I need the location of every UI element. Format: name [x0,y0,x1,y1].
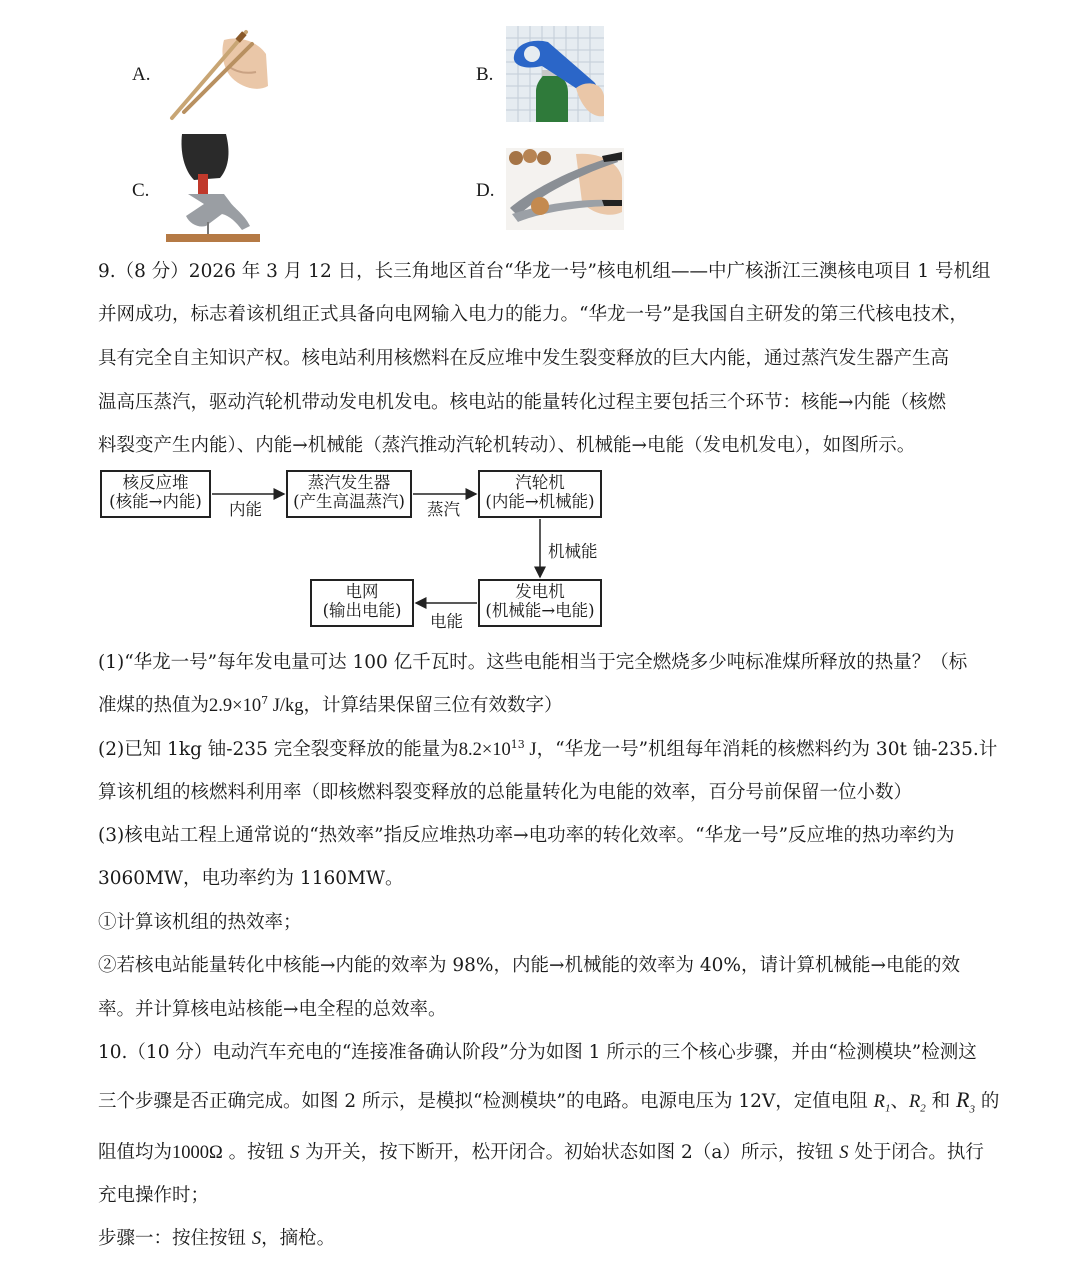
q9-line-5: 料裂变产生内能）、内能→机械能（蒸汽推动汽轮机转动）、机械能→电能（发电机发电），如图所示。 [98,435,916,456]
steam-generator-sub: (产生高温蒸汽) [293,492,405,511]
resistor-r3: $R_3$ [956,1087,975,1116]
step1-pre: 步骤一：按住按钮 [98,1228,252,1249]
q10-line-3-pre: 阻值均为 [98,1142,173,1163]
q9-part1-line-2 [98,691,998,717]
option-a-label: A. [132,64,151,85]
uranium-energy-value: 8.2×10 [458,740,511,760]
q9-part1-pre: 准煤的热值为 [98,695,210,716]
q9-part2-post: ，“华龙一号”机组每年消耗的核燃料约为 30t 铀-235.计 [536,739,998,760]
steam-generator-title: 蒸汽发生器 [307,473,391,492]
q9-line-3: 具有完全自主知识产权。核电站利用核燃料在反应堆中发生裂变释放的巨大内能，通过蒸汽发生器产生高 [98,348,950,369]
coal-heat-unit: J/kg [268,696,304,716]
grid-title: 电网 [345,582,379,601]
q10-line-5 [98,1224,998,1250]
uranium-energy-unit: J [524,740,537,760]
q9-part3-line-5: 率。并计算核电站核能→电全程的总效率。 [98,999,447,1020]
option-b-label: B. [476,64,494,85]
option-c-label: C. [132,180,150,201]
q10-line-3 [98,1138,998,1164]
q10-line-2-post: 的 [974,1091,1000,1112]
resistor-r2: $R_2$ [908,1092,926,1115]
q9-part3-line-4: ②若核电站能量转化中核能→内能的效率为 98%，内能→机械能的效率为 40%，请计算机械能→电能的效 [98,955,961,976]
turbine-sub: (内能→机械能) [485,492,595,511]
q9-part3-line-1: (3)核电站工程上通常说的“热效率”指反应堆热功率→电功率的转化效率。“华龙一号”反应堆的热功率约为 [98,825,955,846]
arrow-label-internal-energy: 内能 [229,500,262,519]
arrow-label-steam: 蒸汽 [427,500,460,519]
switch-s-2: S [839,1143,849,1163]
reactor-sub: (核能→内能) [109,492,202,511]
q9-part1-line-1: (1)“华龙一号”每年发电量可达 100 亿千瓦时。这些电能相当于完全燃烧多少吨标准煤所释放的热量？（标 [98,652,968,673]
q9-part3-line-2: 3060MW，电功率约为 1160MW。 [98,868,404,889]
resistance-value: 1000Ω [172,1143,223,1163]
resistor-r1: $R_1$ [873,1092,891,1115]
q10-line-2-pre: 三个步骤是否正确完成。如图 2 所示，是模拟“检测模块”的电路。电源电压为 12V，定值电阻 [98,1091,874,1112]
coal-heat-exponent: 7 [261,693,269,707]
q10-line-4: 充电操作时； [98,1185,210,1206]
generator-title: 发电机 [515,582,565,601]
q9-part2-line-1 [98,735,998,761]
option-d-label: D. [476,180,495,201]
q10-line-1: 10.（10 分）电动汽车充电的“连接准备确认阶段”分为如图 1 所示的三个核心步骤，并由“检测模块”检测这 [98,1042,977,1063]
q9-part1-post: ，计算结果保留三位有效数字） [303,695,563,716]
q10-line-3-mid2: 为开关，按下断开，松开闭合。初始状态如图 2（a）所示，按钮 [299,1142,840,1163]
q10-line-3-mid: 。按钮 [222,1142,291,1163]
arrow-label-electric-energy: 电能 [430,612,463,631]
q10-line-3-post: 处于闭合。执行 [848,1142,984,1163]
arrow-label-mechanical-energy: 机械能 [548,542,598,561]
turbine-title: 汽轮机 [515,473,565,492]
q9-part3-line-3: ①计算该机组的热效率； [98,912,302,933]
separator: 、 [890,1091,909,1112]
switch-s: S [290,1143,300,1163]
q9-part2-pre: (2)已知 1kg 铀-235 完全裂变释放的能量为 [98,739,459,760]
q9-line-4: 温高压蒸汽，驱动汽轮机带动发电机发电。核电站的能量转化过程主要包括三个环节：核能→内能（核燃 [98,392,947,413]
step1-post: ，摘枪。 [261,1228,336,1249]
reactor-title: 核反应堆 [122,473,189,492]
uranium-energy-exponent: 13 [510,737,525,751]
switch-s-3: S [251,1229,262,1249]
q10-line-2 [98,1087,998,1115]
and-text: 和 [925,1091,957,1112]
q9-part2-line-2: 算该机组的核燃料利用率（即核燃料裂变释放的总能量转化为电能的效率，百分号前保留一位小数） [98,782,913,803]
grid-sub: (输出电能) [322,601,402,620]
q9-line-1: 9.（8 分）2026 年 3 月 12 日，长三角地区首台“华龙一号”核电机组——中广核浙江三澳核电项目 1 号机组 [98,261,991,282]
coal-heat-value: 2.9×10 [209,696,262,716]
q9-line-2: 并网成功，标志着该机组正式具备向电网输入电力的能力。“华龙一号”是我国自主研发的第三代核电技术， [98,304,968,325]
generator-sub: (机械能→电能) [485,601,595,620]
